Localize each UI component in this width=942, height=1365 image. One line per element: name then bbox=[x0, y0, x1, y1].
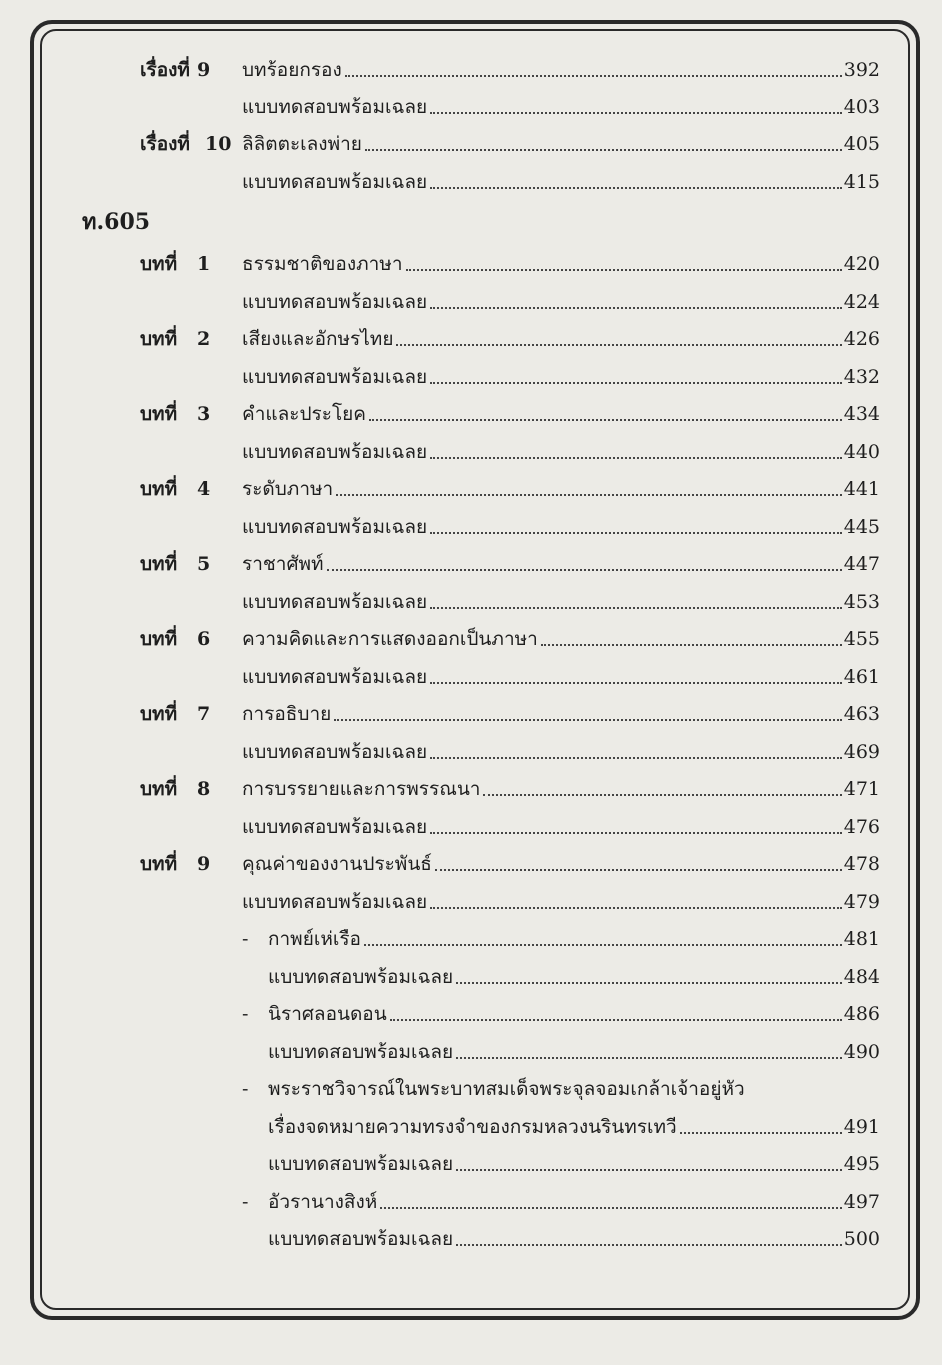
toc-page-number: 497 bbox=[843, 1191, 880, 1213]
toc-chapter-number: 2 bbox=[197, 328, 211, 350]
toc-chapter-label: บทที่ bbox=[140, 628, 178, 650]
toc-entry-title: บทร้อยกรอง bbox=[242, 59, 342, 81]
toc-chapter-number: 3 bbox=[197, 403, 211, 425]
toc-page-number: 495 bbox=[843, 1153, 880, 1175]
toc-chapter-label: บทที่ bbox=[140, 703, 178, 725]
toc-entry[interactable] bbox=[268, 1227, 880, 1251]
toc-page-number: 478 bbox=[843, 853, 880, 875]
toc-entry-title: แบบทดสอบพร้อมเฉลย bbox=[242, 516, 428, 538]
toc-page-number: 453 bbox=[843, 591, 880, 613]
toc-chapter-number: 9 bbox=[197, 853, 211, 875]
dot-leader bbox=[430, 378, 842, 384]
dot-leader bbox=[456, 1053, 842, 1059]
toc-entry-title: แบบทดสอบพร้อมเฉลย bbox=[242, 741, 428, 763]
dot-leader bbox=[456, 978, 842, 984]
toc-entry[interactable] bbox=[268, 1152, 880, 1176]
dot-leader bbox=[430, 753, 842, 759]
toc-page-number: 471 bbox=[843, 778, 880, 800]
toc-page-number: 469 bbox=[843, 741, 880, 763]
toc-page-number: 415 bbox=[843, 171, 880, 193]
toc-entry[interactable] bbox=[242, 170, 880, 194]
toc-entry[interactable] bbox=[242, 58, 880, 82]
toc-entry[interactable] bbox=[242, 590, 880, 614]
toc-chapter-number: 7 bbox=[197, 703, 211, 725]
toc-entry[interactable] bbox=[268, 1077, 880, 1101]
toc-entry[interactable] bbox=[242, 290, 880, 314]
toc-entry[interactable] bbox=[242, 890, 880, 914]
toc-entry-title: ราชาศัพท์ bbox=[242, 553, 324, 575]
toc-page-number: 463 bbox=[843, 703, 880, 725]
toc-entry[interactable] bbox=[242, 327, 880, 351]
toc-chapter-number: 4 bbox=[197, 478, 211, 500]
toc-entry[interactable] bbox=[242, 132, 880, 156]
toc-page-number: 432 bbox=[843, 366, 880, 388]
toc-chapter-label: บทที่ bbox=[140, 478, 178, 500]
dot-leader bbox=[435, 865, 842, 871]
toc-entry-title: แบบทดสอบพร้อมเฉลย bbox=[242, 591, 428, 613]
toc-page-number: 476 bbox=[843, 816, 880, 838]
toc-page-number: 441 bbox=[843, 478, 880, 500]
toc-chapter-label: เรื่องที่ bbox=[140, 59, 190, 81]
toc-bullet-dash: - bbox=[242, 1191, 249, 1213]
toc-entry[interactable] bbox=[242, 252, 880, 276]
toc-page-number: 479 bbox=[843, 891, 880, 913]
toc-entry[interactable] bbox=[268, 1002, 880, 1026]
toc-entry-title: กาพย์เห่เรือ bbox=[268, 928, 361, 950]
dot-leader bbox=[680, 1128, 842, 1134]
toc-entry-title: ธรรมชาติของภาษา bbox=[242, 253, 403, 275]
dot-leader bbox=[430, 903, 842, 909]
toc-entry-title: การบรรยายและการพรรณนา bbox=[242, 778, 481, 800]
toc-page-number: 445 bbox=[843, 516, 880, 538]
dot-leader bbox=[364, 940, 842, 946]
dot-leader bbox=[456, 1240, 842, 1246]
dot-leader bbox=[396, 340, 841, 346]
toc-page-number: 424 bbox=[843, 291, 880, 313]
toc-entry-title: เรื่องจดหมายความทรงจำของกรมหลวงนรินทรเทวี bbox=[268, 1116, 677, 1138]
toc-page-number: 392 bbox=[843, 59, 880, 81]
toc-entry[interactable] bbox=[242, 95, 880, 119]
toc-entry[interactable] bbox=[242, 665, 880, 689]
dot-leader bbox=[345, 71, 842, 77]
toc-page-number: 481 bbox=[843, 928, 880, 950]
toc-entry[interactable] bbox=[242, 477, 880, 501]
dot-leader bbox=[430, 108, 842, 114]
toc-entry-title: การอธิบาย bbox=[242, 703, 332, 725]
section-heading: ท.605 bbox=[82, 209, 151, 235]
toc-entry-title: ความคิดและการแสดงออกเป็นภาษา bbox=[242, 628, 538, 650]
toc-chapter-label: บทที่ bbox=[140, 853, 178, 875]
toc-entry[interactable] bbox=[268, 1115, 880, 1139]
toc-entry-title: คำและประโยค bbox=[242, 403, 366, 425]
toc-entry[interactable] bbox=[242, 627, 880, 651]
toc-entry[interactable] bbox=[242, 740, 880, 764]
toc-chapter-number: 6 bbox=[197, 628, 211, 650]
toc-page-number: 403 bbox=[843, 96, 880, 118]
toc-entry-title: คุณค่าของงานประพันธ์ bbox=[242, 853, 432, 875]
dot-leader bbox=[390, 1015, 842, 1021]
toc-entry-title: แบบทดสอบพร้อมเฉลย bbox=[242, 891, 428, 913]
toc-entry[interactable] bbox=[268, 1040, 880, 1064]
dot-leader bbox=[369, 415, 842, 421]
dot-leader bbox=[430, 678, 842, 684]
dot-leader bbox=[430, 453, 842, 459]
toc-entry-title: แบบทดสอบพร้อมเฉลย bbox=[268, 1153, 454, 1175]
toc-page-number: 420 bbox=[843, 253, 880, 275]
toc-page-number: 405 bbox=[843, 133, 880, 155]
toc-entry-title: ระดับภาษา bbox=[242, 478, 334, 500]
toc-entry-title: แบบทดสอบพร้อมเฉลย bbox=[268, 966, 454, 988]
toc-chapter-label: บทที่ bbox=[140, 328, 178, 350]
toc-entry-title: แบบทดสอบพร้อมเฉลย bbox=[242, 366, 428, 388]
toc-entry[interactable] bbox=[242, 365, 880, 389]
toc-entry[interactable] bbox=[268, 965, 880, 989]
toc-entry-title: แบบทดสอบพร้อมเฉลย bbox=[242, 96, 428, 118]
dot-leader bbox=[430, 828, 842, 834]
dot-leader bbox=[380, 1203, 841, 1209]
toc-chapter-number: 9 bbox=[197, 59, 211, 81]
toc-page-number: 434 bbox=[843, 403, 880, 425]
toc-entry-title: พระราชวิจารณ์ในพระบาทสมเด็จพระจุลจอมเกล้าเจ้าอยู่หัว bbox=[268, 1078, 745, 1100]
dot-leader bbox=[541, 640, 842, 646]
toc-entry[interactable] bbox=[242, 440, 880, 464]
toc-chapter-label: บทที่ bbox=[140, 778, 178, 800]
toc-entry-title: แบบทดสอบพร้อมเฉลย bbox=[242, 291, 428, 313]
toc-chapter-label: เรื่องที่ bbox=[140, 133, 190, 155]
toc-entry[interactable] bbox=[242, 515, 880, 539]
toc-page-number: 486 bbox=[843, 1003, 880, 1025]
toc-page-number: 455 bbox=[843, 628, 880, 650]
dot-leader bbox=[334, 715, 841, 721]
toc-page-number: 426 bbox=[843, 328, 880, 350]
dot-leader bbox=[430, 603, 842, 609]
dot-leader bbox=[406, 265, 842, 271]
toc-page-number: 500 bbox=[843, 1228, 880, 1250]
toc-chapter-number: 1 bbox=[197, 253, 211, 275]
toc-entry-title: แบบทดสอบพร้อมเฉลย bbox=[242, 816, 428, 838]
toc-entry[interactable] bbox=[242, 552, 880, 576]
toc-entry-title: แบบทดสอบพร้อมเฉลย bbox=[242, 171, 428, 193]
dot-leader bbox=[365, 145, 842, 151]
toc-entry-title: ลิลิตตะเลงพ่าย bbox=[242, 133, 362, 155]
toc-entry[interactable] bbox=[242, 852, 880, 876]
toc-entry[interactable] bbox=[242, 702, 880, 726]
toc-chapter-number: 10 bbox=[205, 133, 232, 155]
toc-page-number: 491 bbox=[843, 1116, 880, 1138]
dot-leader bbox=[456, 1165, 842, 1171]
toc-entry[interactable] bbox=[242, 815, 880, 839]
toc-entry-title: แบบทดสอบพร้อมเฉลย bbox=[268, 1228, 454, 1250]
toc-entry[interactable] bbox=[242, 777, 880, 801]
toc-entry[interactable] bbox=[268, 927, 880, 951]
toc-entry-title: อัวรานางสิงห์ bbox=[268, 1191, 378, 1213]
dot-leader bbox=[430, 183, 842, 189]
toc-chapter-label: บทที่ bbox=[140, 553, 178, 575]
dot-leader bbox=[483, 790, 841, 796]
toc-entry-title: แบบทดสอบพร้อมเฉลย bbox=[242, 441, 428, 463]
toc-entry-title: นิราศลอนดอน bbox=[268, 1003, 387, 1025]
dot-leader bbox=[430, 303, 842, 309]
toc-chapter-number: 8 bbox=[197, 778, 211, 800]
toc-page-number: 484 bbox=[843, 966, 880, 988]
toc-chapter-number: 5 bbox=[197, 553, 211, 575]
toc-bullet-dash: - bbox=[242, 1078, 249, 1100]
toc-chapter-label: บทที่ bbox=[140, 403, 178, 425]
dot-leader bbox=[327, 565, 842, 571]
toc-page-number: 440 bbox=[843, 441, 880, 463]
toc-entry[interactable] bbox=[242, 402, 880, 426]
toc-entry[interactable] bbox=[268, 1190, 880, 1214]
dot-leader bbox=[336, 490, 842, 496]
toc-bullet-dash: - bbox=[242, 928, 249, 950]
toc-entry-title: แบบทดสอบพร้อมเฉลย bbox=[268, 1041, 454, 1063]
toc-page-number: 490 bbox=[843, 1041, 880, 1063]
toc-bullet-dash: - bbox=[242, 1003, 249, 1025]
toc-entry-title: เสียงและอักษรไทย bbox=[242, 328, 394, 350]
toc-chapter-label: บทที่ bbox=[140, 253, 178, 275]
toc-page-number: 461 bbox=[843, 666, 880, 688]
toc-page-number: 447 bbox=[843, 553, 880, 575]
toc-entry-title: แบบทดสอบพร้อมเฉลย bbox=[242, 666, 428, 688]
dot-leader bbox=[430, 528, 842, 534]
